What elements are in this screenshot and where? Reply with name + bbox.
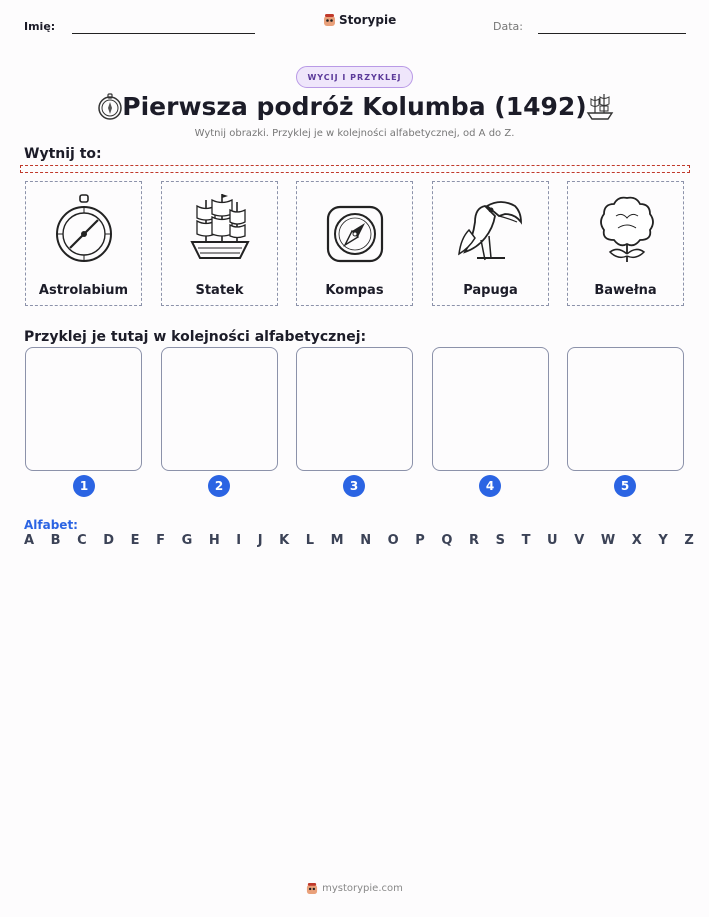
- date-label: Data:: [493, 20, 523, 33]
- paste-slot-4[interactable]: [432, 347, 549, 471]
- brand-logo: [323, 13, 396, 27]
- footer-url[interactable]: mystorypie.com: [322, 883, 403, 894]
- alphabet-letter: F: [156, 533, 165, 548]
- storypie-logo-icon: [323, 13, 336, 27]
- compass-icon: [325, 192, 385, 267]
- cut-card-label: Bawełna: [594, 283, 657, 298]
- footer: [0, 882, 709, 895]
- alphabet-letter: H: [208, 533, 220, 548]
- alphabet-letter: A: [24, 533, 35, 548]
- slot-number-badge: 3: [343, 475, 365, 497]
- alphabet-letter: W: [600, 533, 616, 548]
- storypie-footer-logo-icon: [306, 882, 318, 895]
- ship-decoration-icon: [585, 92, 615, 126]
- alphabet-letter: D: [103, 533, 115, 548]
- cut-card-bawelna[interactable]: [567, 181, 684, 306]
- cut-card-label: Papuga: [463, 283, 518, 298]
- parrot-icon: [455, 192, 527, 267]
- name-label: Imię:: [24, 20, 56, 33]
- alphabet-letter: U: [547, 533, 558, 548]
- activity-badge: WYCIJ I PRZYKLEJ: [296, 66, 413, 88]
- slot-number-badge: 2: [208, 475, 230, 497]
- cut-heading: Wytnij to:: [24, 146, 102, 162]
- cut-card-statek[interactable]: [161, 181, 278, 306]
- alphabet-letter: S: [495, 533, 506, 548]
- name-line[interactable]: [72, 33, 255, 34]
- alphabet-letter: M: [330, 533, 344, 548]
- alphabet-letter: Y: [658, 533, 668, 548]
- cut-card-papuga[interactable]: [432, 181, 549, 306]
- astrolabe-icon: [54, 192, 114, 267]
- paste-slot-3[interactable]: [296, 347, 413, 471]
- alphabet-letter: P: [415, 533, 425, 548]
- alphabet-letter: B: [50, 533, 61, 548]
- page-subtitle: Wytnij obrazki. Przyklej je w kolejności alfabetycznej, od A do Z.: [194, 128, 515, 139]
- cut-card-label: Kompas: [325, 283, 384, 298]
- slot-number-badge: 4: [479, 475, 501, 497]
- cotton-icon: [596, 192, 658, 267]
- alphabet-letter: I: [236, 533, 242, 548]
- brand-name: Storypie: [339, 13, 397, 27]
- alphabet-letter: J: [257, 533, 263, 548]
- cut-card-kompas[interactable]: [296, 181, 413, 306]
- cut-line: [20, 165, 690, 173]
- alphabet-title: Alfabet:: [24, 518, 78, 532]
- alphabet-letter: R: [469, 533, 480, 548]
- alphabet-letter: G: [181, 533, 193, 548]
- alphabet-row: [24, 533, 694, 548]
- cut-card-astrolabium[interactable]: [25, 181, 142, 306]
- paste-slot-1[interactable]: [25, 347, 142, 471]
- alphabet-letter: Q: [441, 533, 453, 548]
- cut-card-label: Astrolabium: [38, 283, 129, 298]
- alphabet-letter: K: [279, 533, 290, 548]
- slot-number-badge: 5: [614, 475, 636, 497]
- alphabet-letter: V: [574, 533, 585, 548]
- alphabet-letter: T: [521, 533, 531, 548]
- alphabet-letter: C: [77, 533, 87, 548]
- alphabet-letter: E: [130, 533, 140, 548]
- date-line[interactable]: [538, 33, 686, 34]
- ship-icon: [188, 192, 252, 267]
- alphabet-letter: N: [360, 533, 372, 548]
- alphabet-letter: L: [305, 533, 315, 548]
- alphabet-letter: O: [387, 533, 399, 548]
- cut-card-label: Statek: [195, 283, 244, 298]
- slot-number-badge: 1: [73, 475, 95, 497]
- alphabet-letter: Z: [684, 533, 694, 548]
- page-title: Pierwsza podróż Kolumba (1492): [122, 92, 587, 121]
- paste-slot-5[interactable]: [567, 347, 684, 471]
- alphabet-letter: X: [631, 533, 642, 548]
- paste-heading: Przyklej je tutaj w kolejności alfabetycznej:: [24, 329, 367, 345]
- paste-slot-2[interactable]: [161, 347, 278, 471]
